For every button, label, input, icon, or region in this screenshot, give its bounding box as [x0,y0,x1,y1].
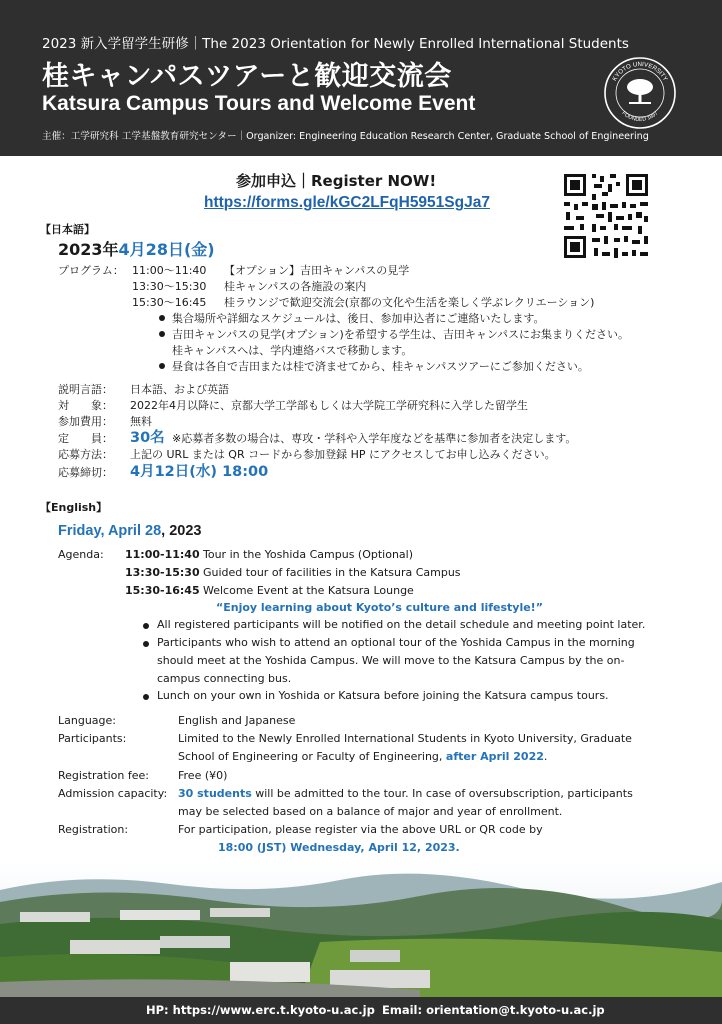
jp-program-desc-3: 桂ラウンジで歓迎交流会(京都の文化や生活を楽しく学ぶレクリエーション) [224,296,595,309]
en-date-highlight: Friday, April 28 [58,523,162,539]
english-section-heading: 【English】 [40,501,108,514]
bullet-dot [159,315,165,321]
jp-bullet-1: 集合場所や詳細なスケジュールは、後日、参加申込者にご連絡いたします。 [172,312,545,325]
en-agenda-desc-2: Guided tour of facilities in the Katsura Campus [203,566,461,579]
jp-target-value: 2022年4月以降に、京都大学工学部もしくは大学院工学研究科に入学した留学生 [130,399,528,412]
jp-program-time-3: 15:30～16:45 [132,296,207,309]
en-bullet-2-cont-2: campus connecting bus. [157,672,292,685]
jp-fee-label: 参加費用： [58,415,113,428]
svg-text:FOUNDED 1897: FOUNDED 1897 [620,110,660,124]
en-capacity-value [178,787,633,800]
en-language-value: English and Japanese [178,714,296,727]
en-registration-value: For participation, please register via the above URL or QR code by [178,823,543,836]
en-participants-value-1: Limited to the Newly Enrolled International Students in Kyoto University, Graduate [178,732,632,745]
register-heading: 参加申込｜Register NOW! [236,172,437,190]
campus-aerial-photo [0,862,722,997]
en-bullet-3: Lunch on your own in Yoshida or Katsura before joining the Katsura campus tours. [157,689,609,702]
en-participants-text: School of Engineering or Faculty of Engineering, [178,750,446,763]
jp-deadline-label: 応募締切： [58,466,113,479]
svg-text:KYOTO UNIVERSITY: KYOTO UNIVERSITY [611,60,669,83]
footer-email[interactable]: Email: orientation@t.kyoto-u.ac.jp [382,1003,605,1017]
jp-program-time-2: 13:30～15:30 [132,280,207,293]
jp-date-year: 2023年 [58,240,119,259]
qr-code [558,168,654,264]
en-date-year: , 2023 [161,523,202,539]
en-language-label: Language: [58,714,116,727]
jp-program-desc-2: 桂キャンパスの各施設の案内 [224,280,367,293]
organizer-line: 主催：工学研究科 工学基盤教育研究センター｜Organizer: Engineering Education Research Center, Graduate School of Engineering [42,131,649,142]
jp-capacity-value: 30名 [130,430,165,446]
en-agenda-time-3: 15:30-16:45 [125,584,200,597]
en-bullet-2: Participants who wish to attend an optional tour of the Yoshida Campus in the morning [157,636,635,649]
bullet-dot [159,331,165,337]
jp-date-highlight: 4月28日(金) [118,240,215,259]
jp-deadline-value: 4月12日(水) 18:00 [130,464,269,480]
jp-method-value: 上記の URL または QR コードから参加登録 HP にアクセスしてお申し込みください。 [130,448,556,461]
en-agenda-desc-3: Welcome Event at the Katsura Lounge [203,584,414,597]
jp-capacity-label: 定 員： [58,432,113,445]
en-participants-label: Participants: [58,732,127,745]
header-subtitle: 2023 新入学留学生研修｜The 2023 Orientation for Newly Enrolled International Students [42,36,629,52]
jp-event-date [58,237,215,260]
en-fee-label: Registration fee: [58,769,149,782]
en-bullet-1: All registered participants will be notified on the detail schedule and meeting point later. [157,618,646,631]
en-event-date [58,523,201,539]
en-quote: “Enjoy learning about Kyoto’s culture and lifestyle!” [216,601,543,614]
footer-bar [0,997,722,1024]
en-participants-highlight: after April 2022 [445,750,544,763]
en-agenda-desc-1: Tour in the Yoshida Campus (Optional) [203,548,414,561]
en-registration-deadline: 18:00 (JST) Wednesday, April 12, 2023. [218,841,460,854]
jp-fee-value: 無料 [130,415,152,428]
jp-language-label: 説明言語： [58,383,113,396]
bullet-dot [143,641,149,647]
footer-homepage[interactable]: HP: https://www.erc.t.kyoto-u.ac.jp [146,1003,375,1017]
en-bullet-2-cont-1: should meet at the Yoshida Campus. We will move to the Katsura Campus by the on- [157,654,625,667]
en-capacity-value-2: may be selected based on a balance of major and year of enrollment. [178,805,563,818]
jp-method-label: 応募方法： [58,448,113,461]
title-english: Katsura Campus Tours and Welcome Event [42,92,476,115]
en-capacity-highlight: 30 students [178,787,252,800]
jp-program-time-1: 11:00～11:40 [132,264,207,277]
japanese-section-heading: 【日本語】 [40,223,95,236]
header-banner [0,0,722,156]
en-participants-value-2 [178,750,547,763]
en-registration-label: Registration: [58,823,129,836]
bullet-dot [143,623,149,629]
en-agenda-time-2: 13:30-15:30 [125,566,200,579]
en-capacity-label: Admission capacity: [58,787,168,800]
registration-link[interactable]: https://forms.gle/kGC2LFqH5951SgJa7 [204,194,490,211]
bullet-dot [143,694,149,700]
bullet-dot [159,363,165,369]
jp-bullet-2-cont: 桂キャンパスへは、学内連絡バスで移動します。 [172,344,413,357]
title-japanese: 桂キャンパスツアーと歓迎交流会 [42,61,452,92]
jp-language-value: 日本語、および英語 [130,383,229,396]
jp-target-label: 対 象： [58,399,113,412]
jp-bullet-2: 吉田キャンパスの見学(オプション)を希望する学生は、吉田キャンパスにお集まりください。 [172,328,630,341]
jp-bullet-3: 昼食は各自で吉田または桂で済ませてから、桂キャンパスツアーにご参加ください。 [172,360,589,373]
en-capacity-text: will be admitted to the tour. In case of oversubscription, participants [251,787,633,800]
jp-program-label: プログラム： [58,264,124,277]
jp-capacity-note: ※応募者多数の場合は、専攻・学科や入学年度などを基準に参加者を決定します。 [172,432,577,445]
kyoto-university-seal-logo [603,56,677,130]
en-agenda-label: Agenda: [58,548,104,561]
en-participants-end: . [543,750,548,763]
en-agenda-time-1: 11:00-11:40 [125,548,200,561]
jp-program-desc-1: 【オプション】吉田キャンパスの見学 [224,264,410,277]
en-fee-value: Free (¥0) [178,769,228,782]
